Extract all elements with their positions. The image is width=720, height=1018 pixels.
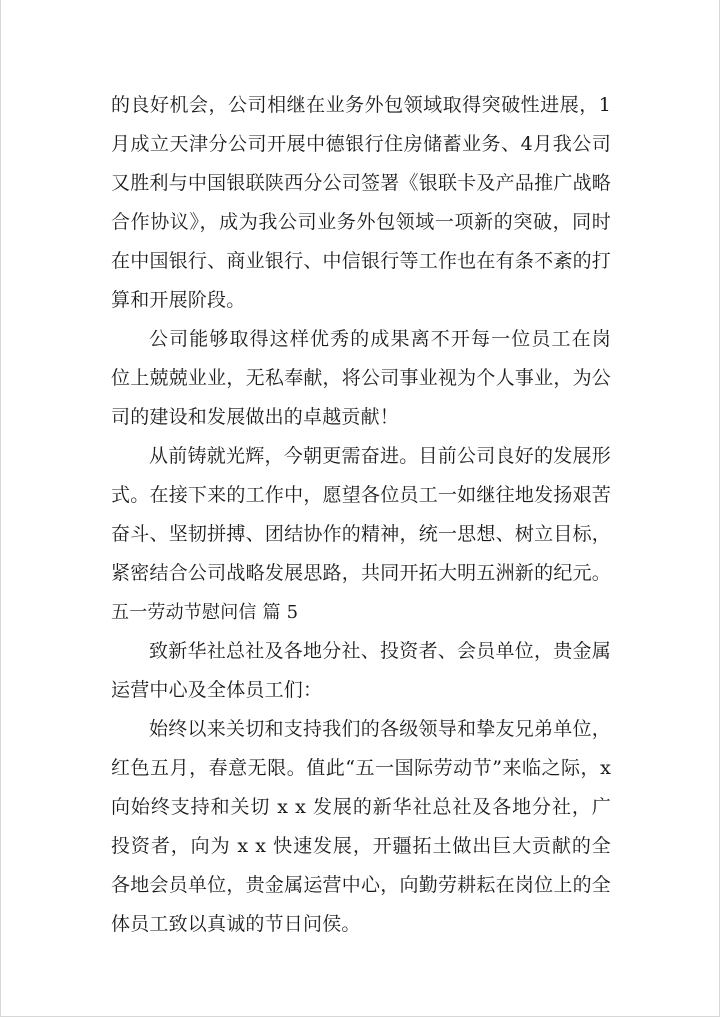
- text-line: 红色五月，春意无限。值此“五一国际劳动节”来临之际，x: [111, 757, 611, 779]
- text-line: 各地会员单位，贵金属运营中心，向勤劳耕耘在岗位上的全: [111, 874, 611, 896]
- text-line: 从前铸就光辉，今朝更需奋进。目前公司良好的发展形: [149, 445, 611, 467]
- text-line: 算和开展阶段。: [111, 289, 246, 311]
- text-line: 投资者，向为 x x 快速发展，开疆拓土做出巨大贡献的全: [111, 835, 611, 857]
- text-line: 的良好机会，公司相继在业务外包领域取得突破性进展，1: [111, 94, 611, 116]
- text-line: 向始终支持和关切 x x 发展的新华社总社及各地分社，广: [111, 796, 611, 818]
- text-line: 奋斗、坚韧拼搏、团结协作的精神，统一思想、树立目标，: [111, 523, 611, 545]
- text-line: 合作协议》，成为我公司业务外包领域一项新的突破，同时: [111, 211, 611, 233]
- text-line: 始终以来关切和支持我们的各级领导和挚友兄弟单位，: [149, 718, 611, 740]
- text-line: 公司能够取得这样优秀的成果离不开每一位员工在岗: [149, 328, 611, 350]
- text-line: 月成立天津分公司开展中德银行住房储蓄业务、4月我公司: [111, 133, 611, 155]
- text-line: 位上兢兢业业，无私奉献，将公司事业视为个人事业，为公: [111, 367, 611, 389]
- text-line: 致新华社总社及各地分社、投资者、会员单位，贵金属: [149, 640, 611, 662]
- text-line: 体员工致以真诚的节日问侯。: [111, 913, 361, 935]
- text-line: 又胜利与中国银联陕西分公司签署《银联卡及产品推广战略: [111, 172, 611, 194]
- text-line: 在中国银行、商业银行、中信银行等工作也在有条不紊的打: [111, 250, 611, 272]
- text-line: 运营中心及全体员工们：: [111, 679, 323, 701]
- text-line: 司的建设和发展做出的卓越贡献！: [111, 406, 400, 428]
- section-heading: 五一劳动节慰问信 篇 5: [111, 602, 299, 623]
- text-line: 式。在接下来的工作中，愿望各位员工一如继往地发扬艰苦: [111, 484, 611, 506]
- document-body: [111, 86, 611, 944]
- text-line: 紧密结合公司战略发展思路，共同开拓大明五洲新的纪元。: [111, 562, 611, 584]
